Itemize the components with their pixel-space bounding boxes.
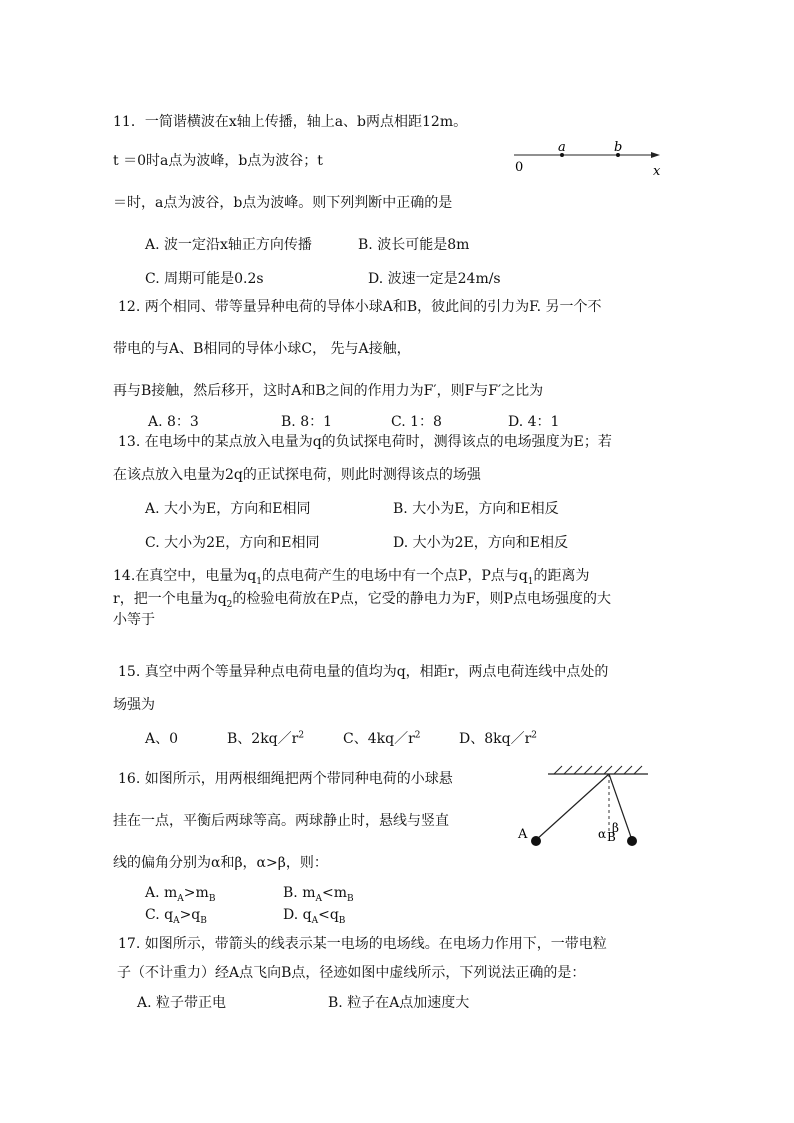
q13-line1: 13. 在电场中的某点放入电量为q的负试探电荷时，测得该点的电场强度为E；若 — [118, 434, 612, 450]
q13-line2: 在该点放入电量为2q的正试探电荷，则此时测得该点的场强 — [113, 467, 481, 483]
q13-option-c: C. 大小为2E，方向和E相同 — [145, 535, 320, 551]
q15-line1: 15. 真空中两个等量异种点电荷电量的值均为q，相距r，两点电荷连线中点处的 — [118, 664, 609, 680]
q14-line2: r，把一个电量为$q_2$的检验电荷放在P点，它受的静电力为F，则P点电场强度的大 — [113, 591, 611, 610]
q13-option-a: A. 大小为E，方向和E相同 — [145, 501, 311, 517]
point-b-label: b — [614, 140, 623, 155]
q12-line2: 带电的与A、B相同的导体小球C， 先与A接触， — [113, 341, 411, 357]
ball-b-icon — [627, 836, 637, 846]
q11-option-a: A. 波一定沿x轴正方向传播 — [145, 237, 312, 253]
q16-line3: 线的偏角分别为α和β，α>β，则： — [113, 855, 328, 871]
q12-option-a: A. 8：3 — [148, 414, 199, 430]
q14-line1: 14.在真空中，电量为$q_1$的点电荷产生的电场中有一个点P，P点与$q_1$的距离为 — [113, 568, 590, 587]
q13-option-b: B. 大小为E，方向和E相反 — [393, 501, 559, 517]
q17-line1: 17. 如图所示，带箭头的线表示某一电场的电场线。在电场力作用下，一带电粒 — [118, 936, 607, 952]
q16-pendulum-figure — [512, 762, 652, 862]
q14-line3: 小等于 — [113, 612, 155, 628]
q15-option-b: B、$2kq/r^2$ — [227, 730, 305, 747]
q11-line3: ＝时，a点为波谷，b点为波峰。则下列判断中正确的是 — [113, 195, 453, 211]
beta-label: β — [612, 821, 619, 835]
q15-option-d: D、$8kq/r^2$ — [459, 730, 538, 747]
x-axis-arrow-icon — [651, 152, 660, 158]
ball-a-icon — [531, 836, 541, 846]
q16-line2: 挂在一点，平衡后两球等高。两球静止时，悬线与竖直 — [113, 813, 449, 829]
q17-option-a: A. 粒子带正电 — [137, 995, 227, 1011]
q16-line1: 16. 如图所示，用两根细绳把两个带同种电荷的小球悬 — [118, 771, 453, 787]
q12-option-b: B. 8：1 — [281, 414, 333, 430]
q12-line3: 再与B接触，然后移开，这时A和B之间的作用力为F′，则F与F′之比为 — [113, 383, 544, 399]
q12-option-d: D. 4：1 — [508, 414, 560, 430]
q11-line1: 11．一简谐横波在x轴上传播，轴上a、b两点相距12m。 — [113, 114, 468, 130]
q13-option-d: D. 大小为2E，方向和E相反 — [393, 535, 568, 551]
q11-option-c: C. 周期可能是0.2s — [145, 271, 264, 287]
q12-line1: 12. 两个相同、带等量异种电荷的导体小球A和B，彼此间的引力为F. 另一个不 — [118, 299, 602, 315]
ball-a-label: A — [518, 827, 528, 842]
q15-line2: 场强为 — [113, 697, 155, 713]
x-axis-label: x — [653, 164, 661, 179]
q16-option-c: C. $q_A>q_B$ — [145, 907, 207, 926]
q11-option-d: D. 波速一定是24m/s — [368, 271, 501, 287]
q15-option-c: C、$4kq/r^2$ — [343, 730, 421, 747]
ceiling-hatch — [554, 766, 642, 774]
origin-label: 0 — [515, 160, 524, 175]
q12-option-c: C. 1：8 — [391, 414, 442, 430]
ball-b-label: B — [607, 830, 616, 844]
q15-option-a: A、0 — [145, 731, 179, 747]
q16-option-a: A. $m_A>m_B$ — [145, 885, 216, 904]
q16-option-b: B. $m_A<m_B$ — [283, 885, 354, 904]
q11-wave-axis-figure — [508, 138, 668, 178]
q11-line2: t ＝0时a点为波峰，b点为波谷；t — [113, 153, 323, 169]
alpha-label: α — [598, 827, 607, 841]
q17-option-b: B. 粒子在A点加速度大 — [328, 995, 470, 1011]
point-a-label: a — [558, 140, 566, 155]
q16-option-d: D. $q_A<q_B$ — [283, 907, 346, 926]
q17-line2: 子（不计重力）经A点飞向B点，径迹如图中虚线所示，下列说法正确的是： — [117, 965, 586, 981]
q11-option-b: B. 波长可能是8m — [358, 237, 470, 253]
